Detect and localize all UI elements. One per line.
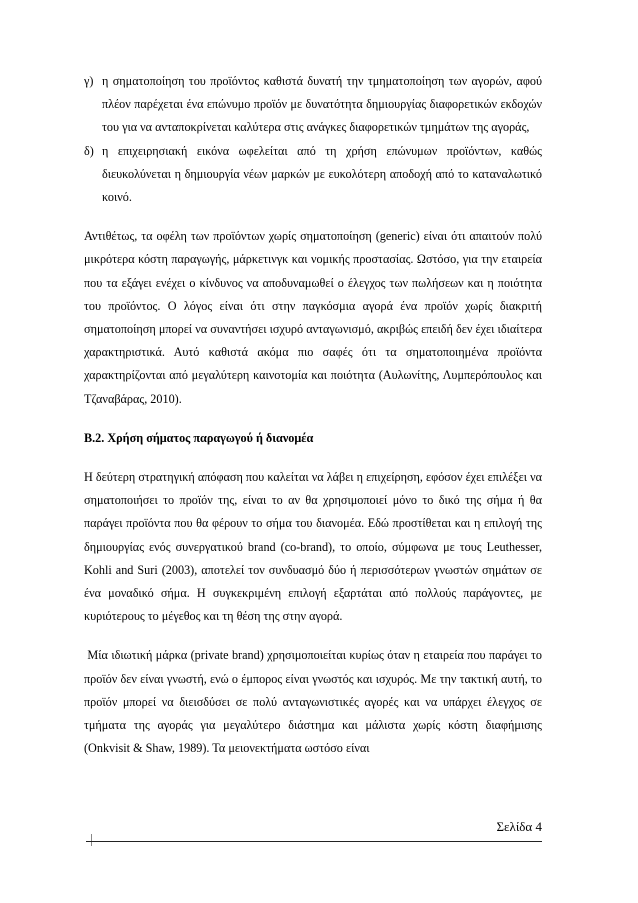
paragraph-generic: Αντιθέτως, τα οφέλη των προϊόντων χωρίς σηματοποίηση (generic) είναι ότι απαιτούν πολύ μικρότερα κόστη παραγωγής, μάρκετινγκ και νομικής προστασίας. Ωστόσο, για την εταιρεία που τα εξάγει ενέχει ο κίνδυνος να αποδυναμωθεί ο έλεγχος των πωλήσεων και η ποιότητα του προϊόντος. Ο λόγος είναι ότι στην παγκόσμια αγορά ένα προϊόν χωρίς διακριτή σηματοποίηση μπορεί να συναντήσει ισχυρό ανταγωνισμό, ακριβώς επειδή δεν έχει ιδιαίτερα χαρακτηριστικά. Αυτό καθιστά ακόμα πιο σαφές ότι τα σηματοποιημένα προϊόντα χαρακτηρίζονται από μεγαλύτερη καινοτομία και ποιότητα (Αυλωνίτης, Λυμπερόπουλος και Τζαναβάρας, 2010). (84, 229, 542, 406)
section-heading: Β.2. Χρήση σήματος παραγωγού ή διανομέα (84, 430, 314, 445)
list-item-text: η σηματοποίηση του προϊόντος καθιστά δυνατή την τμηματοποίηση των αγορών, αφού πλέον παρέχεται ένα επώνυμο προϊόν με δυνατότητα δημιουργίας διαφορετικών εκδοχών του για να ανταποκρίνεται καλύτερα στις ανάγκες διαφορετικών τμημάτων της αγοράς, (102, 74, 542, 135)
footer-divider (86, 841, 542, 842)
paragraph-strategy: Η δεύτερη στρατηγική απόφαση που καλείται να λάβει η επιχείρηση, εφόσον έχει επιλέξει να σηματοποιήσει το προϊόν της, είναι το αν θα χρησιμοποιεί μόνο το δικό της σήμα ή θα παράγει προϊόντα που θα φέρουν το σήμα του διανομέα. Εδώ προστίθεται και η επιλογή της δημιουργίας ενός συνεργατικού brand (co-brand), το οποίο, σύμφωνα με τους Leuthesser, Kohli and Suri (2003), αποτελεί τον συνδυασμό δύο ή περισσότερων γνωστών σημάτων σε ένα μοναδικό σήμα. Η συγκεκριμένη επιλογή εξαρτάται από πολλούς παράγοντες, με κυριότερους το μέγεθος και τη θέση της στην αγορά. (84, 470, 542, 624)
list-marker: γ) (84, 74, 94, 88)
list-marker: δ) (84, 143, 94, 158)
page-number: Σελίδα 4 (496, 819, 542, 834)
list-item-d (84, 140, 542, 210)
document-body (84, 70, 546, 760)
footer-marker (91, 834, 92, 846)
list-item-text: η επιχειρησιακή εικόνα ωφελείται από τη χρήση επώνυμων προϊόντων, καθώς διευκολύνεται η δημιουργία νέων μαρκών με ευκολότερη αποδοχή από το καταναλωτικό κοινό. (102, 143, 542, 205)
paragraph-private-brand: Μία ιδιωτική μάρκα (private brand) χρησιμοποιείται κυρίως όταν η εταιρεία που παράγει το προϊόν δεν είναι γνωστή, ενώ ο έμπορος είναι γνωστός και ισχυρός. Με την τακτική αυτή, το προϊόν μπορεί να διεισδύσει σε πολύ ανταγωνιστικές αγορές και να υπάρχει έλεγχος σε τμήματα της αγοράς για μεγαλύτερο διάστημα και μάλιστα χωρίς κόστη διαφήμισης (Onkvisit & Shaw, 1989). Τα μειονεκτήματα ωστόσο είναι (84, 648, 546, 756)
list-item-g (84, 70, 542, 140)
